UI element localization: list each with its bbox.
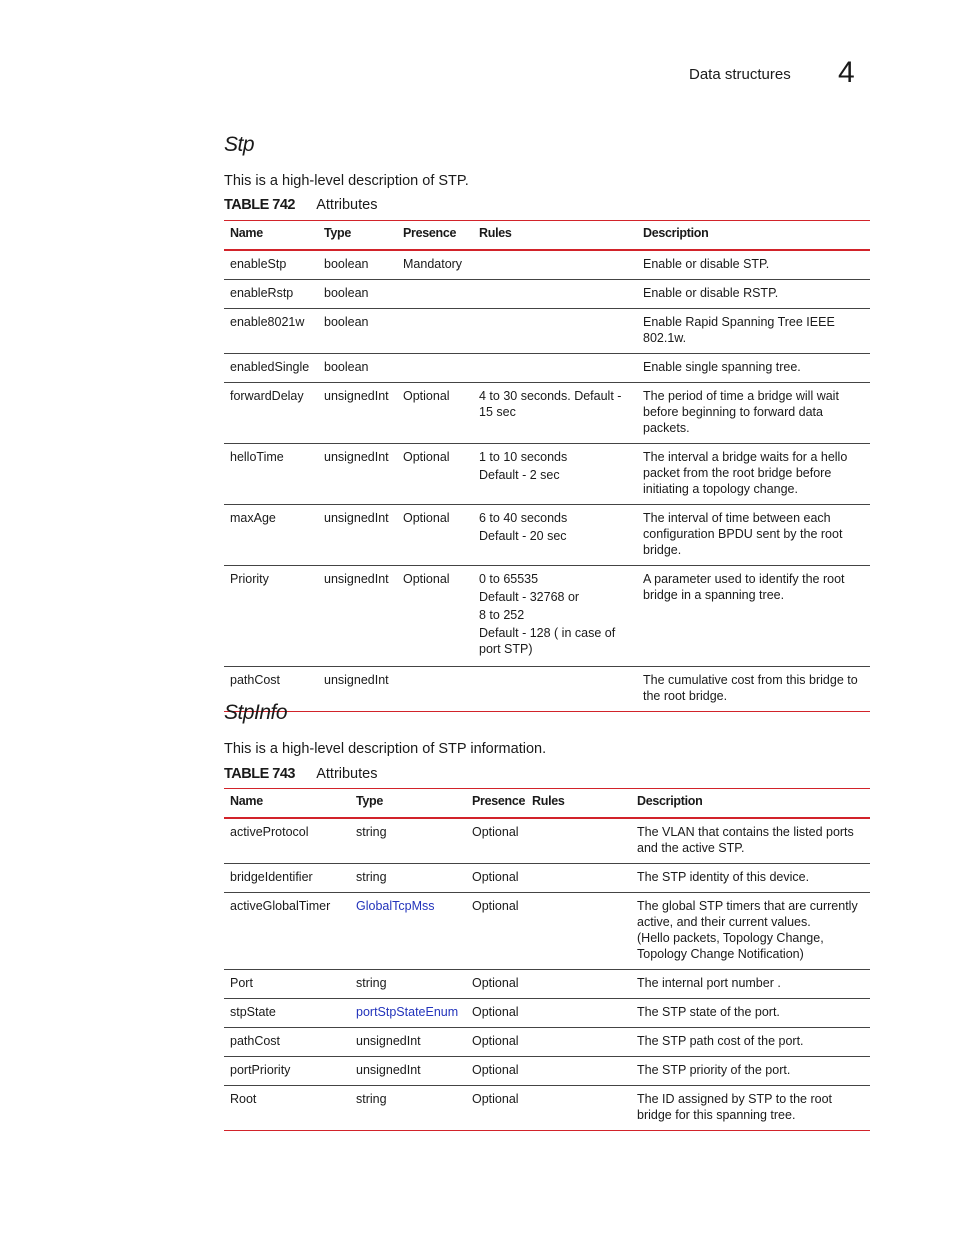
column-header: Type xyxy=(318,221,397,251)
cell-type: boolean xyxy=(318,250,397,280)
description-line: Enable Rapid Spanning Tree IEEE 802.1w. xyxy=(643,315,835,345)
cell-description xyxy=(637,354,870,383)
table-row xyxy=(224,864,870,893)
section-description: This is a high-level description of STP information. xyxy=(224,741,547,757)
cell-type xyxy=(350,893,466,970)
description-line: Enable or disable RSTP. xyxy=(643,286,779,300)
cell-type: boolean xyxy=(318,354,397,383)
cell-presence: Optional xyxy=(397,505,473,566)
table-row xyxy=(224,1028,870,1057)
cell-name: enableRstp xyxy=(224,280,318,309)
table-row xyxy=(224,1086,870,1131)
cell-type: string xyxy=(350,970,466,999)
cell-name: stpState xyxy=(224,999,350,1028)
column-header: Description xyxy=(637,221,870,251)
table-row xyxy=(224,999,870,1028)
cell-rules xyxy=(526,1086,631,1131)
type-link[interactable]: GlobalTcpMss xyxy=(356,899,435,913)
cell-name: helloTime xyxy=(224,444,318,505)
cell-description xyxy=(631,1057,870,1086)
cell-type: boolean xyxy=(318,309,397,354)
description-line: The cumulative cost from this bridge to the root bridge. xyxy=(643,673,858,703)
description-line: The interval of time between each configuration BPDU sent by the root bridge. xyxy=(643,511,843,557)
running-header xyxy=(640,56,860,96)
cell-type: unsignedInt xyxy=(318,383,397,444)
section-title: StpInfo xyxy=(224,701,288,724)
cell-description xyxy=(631,1028,870,1057)
rule-line: 8 to 252 xyxy=(479,608,525,622)
description-line: The interval a bridge waits for a hello packet from the root bridge before initiating a topology change. xyxy=(643,450,848,496)
cell-description xyxy=(637,566,870,667)
cell-rules xyxy=(526,864,631,893)
cell-name: Priority xyxy=(224,566,318,667)
stpinfo-attributes-table xyxy=(224,788,870,1131)
stpinfo-section xyxy=(224,701,870,1122)
cell-name: enable8021w xyxy=(224,309,318,354)
description-line: The STP path cost of the port. xyxy=(637,1034,804,1048)
cell-name: Root xyxy=(230,1092,257,1106)
cell-rules xyxy=(526,999,631,1028)
table-label: TABLE 742 xyxy=(224,197,295,213)
cell-rules xyxy=(473,444,637,505)
cell-description xyxy=(631,864,870,893)
chapter-title: Data structures xyxy=(689,66,791,83)
cell-type: unsignedInt xyxy=(318,505,397,566)
cell-rules xyxy=(526,970,631,999)
column-header: Presence xyxy=(466,789,526,819)
cell-rules xyxy=(473,309,637,354)
cell-description xyxy=(637,444,870,505)
table-caption-text: Attributes xyxy=(316,197,378,213)
rule-line: Default - 32768 or xyxy=(479,590,580,604)
table-row xyxy=(224,970,870,999)
cell-name: Port xyxy=(224,970,350,999)
cell-rules xyxy=(473,280,637,309)
cell-rules xyxy=(526,893,631,970)
column-header: Rules xyxy=(526,789,631,819)
rule-line: 1 to 10 seconds xyxy=(479,450,568,464)
table-row xyxy=(224,354,870,383)
cell-name: enableStp xyxy=(224,250,318,280)
cell-type: unsignedInt xyxy=(324,673,389,687)
type-link[interactable]: portStpStateEnum xyxy=(356,1005,459,1019)
description-line: Enable single spanning tree. xyxy=(643,360,801,374)
stp-attributes-table xyxy=(224,220,870,712)
chapter-number: 4 xyxy=(838,56,855,89)
cell-name: forwardDelay xyxy=(224,383,318,444)
cell-presence xyxy=(397,309,473,354)
cell-presence: Optional xyxy=(466,1028,526,1057)
cell-presence: Optional xyxy=(397,444,473,505)
cell-presence: Optional xyxy=(466,1057,526,1086)
cell-presence: Optional xyxy=(397,566,473,667)
cell-rules xyxy=(526,818,631,864)
table-label: TABLE 743 xyxy=(224,766,295,782)
rule-line: Default - 2 sec xyxy=(479,468,560,482)
cell-presence: Mandatory xyxy=(397,250,473,280)
cell-rules xyxy=(526,1028,631,1057)
cell-description xyxy=(631,999,870,1028)
cell-name: pathCost xyxy=(230,673,281,687)
cell-type: unsignedInt xyxy=(350,1028,466,1057)
cell-type: string xyxy=(350,864,466,893)
cell-description xyxy=(637,250,870,280)
table-header-row xyxy=(224,789,870,819)
cell-description xyxy=(631,970,870,999)
section-title: Stp xyxy=(224,133,255,156)
table-caption-text: Attributes xyxy=(316,766,378,782)
cell-name: portPriority xyxy=(224,1057,350,1086)
cell-presence xyxy=(397,280,473,309)
cell-presence: Optional xyxy=(397,383,473,444)
cell-rules xyxy=(473,505,637,566)
description-line: The internal port number . xyxy=(637,976,781,990)
table-row xyxy=(224,505,870,566)
column-header: Description xyxy=(631,789,870,819)
cell-description xyxy=(637,280,870,309)
cell-description xyxy=(631,893,870,970)
table-row xyxy=(224,309,870,354)
table-row xyxy=(224,1057,870,1086)
stp-section xyxy=(224,133,870,703)
description-line: The ID assigned by STP to the root bridge for this spanning tree. xyxy=(637,1092,833,1122)
rule-line: Default - 128 ( in case of port STP) xyxy=(479,626,616,656)
cell-presence: Optional xyxy=(466,999,526,1028)
cell-rules xyxy=(473,354,637,383)
table-row xyxy=(224,818,870,864)
rule-line: 6 to 40 seconds xyxy=(479,511,568,525)
cell-name: activeProtocol xyxy=(224,818,350,864)
cell-name: maxAge xyxy=(224,505,318,566)
description-line: The period of time a bridge will wait before beginning to forward data packets. xyxy=(643,389,839,435)
description-line: The STP identity of this device. xyxy=(637,870,810,884)
cell-rules xyxy=(473,383,637,444)
description-line: The VLAN that contains the listed ports and the active STP. xyxy=(637,825,854,855)
table-row xyxy=(224,250,870,280)
cell-presence: Optional xyxy=(472,1092,519,1106)
cell-type xyxy=(350,999,466,1028)
cell-presence: Optional xyxy=(466,818,526,864)
cell-presence: Optional xyxy=(466,970,526,999)
cell-presence: Optional xyxy=(466,893,526,970)
table-caption xyxy=(224,766,377,782)
cell-name: bridgeIdentifier xyxy=(224,864,350,893)
description-line: (Hello packets, Topology Change, Topology Change Notification) xyxy=(637,931,824,961)
table-caption xyxy=(224,197,377,213)
table-row xyxy=(224,444,870,505)
section-description: This is a high-level description of STP. xyxy=(224,173,469,189)
cell-rules xyxy=(473,250,637,280)
column-header: Rules xyxy=(473,221,637,251)
rule-line: Default - 20 sec xyxy=(479,529,567,543)
column-header: Name xyxy=(224,221,318,251)
cell-rules xyxy=(473,566,637,667)
cell-name: activeGlobalTimer xyxy=(224,893,350,970)
cell-rules xyxy=(526,1057,631,1086)
table-row xyxy=(224,893,870,970)
column-header: Name xyxy=(224,789,350,819)
description-line: Enable or disable STP. xyxy=(643,257,770,271)
cell-description xyxy=(637,383,870,444)
cell-type: boolean xyxy=(318,280,397,309)
description-line: The STP state of the port. xyxy=(637,1005,780,1019)
table-header-row xyxy=(224,221,870,251)
cell-description xyxy=(631,1086,870,1131)
cell-name: pathCost xyxy=(224,1028,350,1057)
cell-presence: Optional xyxy=(466,864,526,893)
description-line: A parameter used to identify the root bridge in a spanning tree. xyxy=(643,572,845,602)
cell-presence xyxy=(397,354,473,383)
cell-name: enabledSingle xyxy=(224,354,318,383)
column-header: Presence xyxy=(397,221,473,251)
cell-type: string xyxy=(356,1092,387,1106)
description-line: The global STP timers that are currently active, and their current values. xyxy=(637,899,858,929)
table-row xyxy=(224,566,870,667)
table-row xyxy=(224,280,870,309)
rule-line: 4 to 30 seconds. Default - 15 sec xyxy=(479,389,622,419)
column-header: Type xyxy=(350,789,466,819)
cell-type: unsignedInt xyxy=(318,566,397,667)
cell-type: string xyxy=(350,818,466,864)
cell-type: unsignedInt xyxy=(350,1057,466,1086)
table-row xyxy=(224,383,870,444)
description-line: The STP priority of the port. xyxy=(637,1063,791,1077)
cell-description xyxy=(637,505,870,566)
cell-description xyxy=(631,818,870,864)
cell-type: unsignedInt xyxy=(318,444,397,505)
rule-line: 0 to 65535 xyxy=(479,572,539,586)
cell-description xyxy=(637,309,870,354)
